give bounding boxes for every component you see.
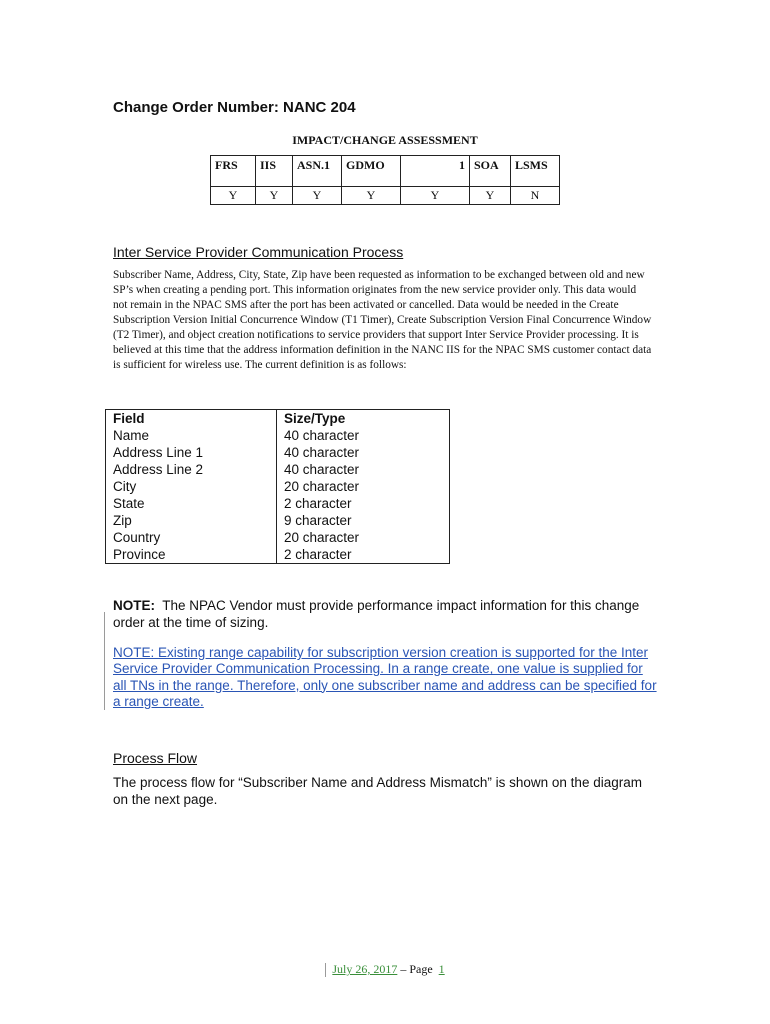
vendor-note-text: The NPAC Vendor must provide performance impact information for this change order at the time of sizing. [113, 598, 643, 630]
field-size-cell: 40 character [277, 444, 450, 461]
impact-header-frs: FRS [211, 156, 256, 187]
vendor-note [113, 597, 658, 631]
impact-header-row [211, 156, 560, 187]
footer-date: July 26, 2017 [332, 962, 398, 976]
table-row [106, 546, 450, 564]
impact-value-lsms: N [511, 187, 560, 205]
field-name-cell: Province [106, 546, 277, 564]
process-flow-text: The process flow for “Subscriber Name and Address Mismatch” is shown on the diagram on the next page. [113, 775, 642, 807]
impact-header-1: 1 [401, 156, 470, 187]
impact-header-iis: IIS [256, 156, 293, 187]
section-heading-isp-communication: Inter Service Provider Communication Process [113, 244, 404, 260]
field-size-cell: 40 character [277, 461, 450, 478]
field-table-header-size: Size/Type [277, 410, 450, 428]
impact-values-row [211, 187, 560, 205]
impact-value-gdmo: Y [342, 187, 401, 205]
impact-header-gdmo: GDMO [342, 156, 401, 187]
impact-header-lsms: LSMS [511, 156, 560, 187]
table-row [106, 461, 450, 478]
field-name-cell: State [106, 495, 277, 512]
field-size-cell: 9 character [277, 512, 450, 529]
footer-page-number: 1 [438, 962, 445, 976]
impact-value-soa: Y [470, 187, 511, 205]
field-name-cell: Zip [106, 512, 277, 529]
isp-communication-paragraph: Subscriber Name, Address, City, State, Zip have been requested as information to be exchanged between old and new SP’s when creating a pending port. This information originates from the new service provider only. This data would not remain in the NPAC SMS after the port has been activated or cancelled. Data would be needed in the Create Subscription Version Initial Concurrence Window (T1 Timer), Create Subscription Version Final Concurrence Window (T2 Timer), and object creation notifications to service providers that support Inter Service Provider processing. It is believed at this time that the address information definition in the NANC IIS for the NPAC SMS customer contact data is sufficient for wireless use. The current definition is as follows: [113, 269, 652, 371]
field-name-cell: Name [106, 427, 277, 444]
impact-header-asn1: ASN.1 [293, 156, 342, 187]
field-size-table [105, 409, 450, 564]
table-row [106, 495, 450, 512]
table-row [106, 427, 450, 444]
field-table-header-field: Field [106, 410, 277, 428]
field-size-cell: 2 character [277, 495, 450, 512]
field-size-cell: 40 character [277, 427, 450, 444]
page-title: Change Order Number: NANC 204 [113, 99, 356, 116]
field-table-header-row [106, 410, 450, 428]
vendor-note-label: NOTE: [113, 598, 155, 613]
impact-assessment-table [210, 155, 560, 205]
field-name-cell: City [106, 478, 277, 495]
footer-revision-bar [325, 963, 326, 977]
field-size-cell: 20 character [277, 478, 450, 495]
table-row [106, 512, 450, 529]
impact-value-iis: Y [256, 187, 293, 205]
impact-header-soa: SOA [470, 156, 511, 187]
table-row [106, 444, 450, 461]
range-capability-note: NOTE: Existing range capability for subscription version creation is supported for the Inter Service Provider Communication Processing. In a range create, one value is supplied for all TNs in the range. Therefore, only one subscriber name and address can be specified for a range create. [113, 645, 657, 709]
field-name-cell: Country [106, 529, 277, 546]
field-size-cell: 20 character [277, 529, 450, 546]
revision-bar [104, 612, 105, 710]
field-name-cell: Address Line 1 [106, 444, 277, 461]
impact-value-1: Y [401, 187, 470, 205]
section-heading-process-flow: Process Flow [113, 750, 198, 766]
impact-value-frs: Y [211, 187, 256, 205]
table-row [106, 529, 450, 546]
impact-assessment-heading: IMPACT/CHANGE ASSESSMENT [292, 133, 478, 147]
table-row [106, 478, 450, 495]
page-footer [0, 962, 770, 977]
footer-page-label: – Page [397, 962, 439, 976]
field-size-cell: 2 character [277, 546, 450, 564]
field-name-cell: Address Line 2 [106, 461, 277, 478]
impact-value-asn1: Y [293, 187, 342, 205]
